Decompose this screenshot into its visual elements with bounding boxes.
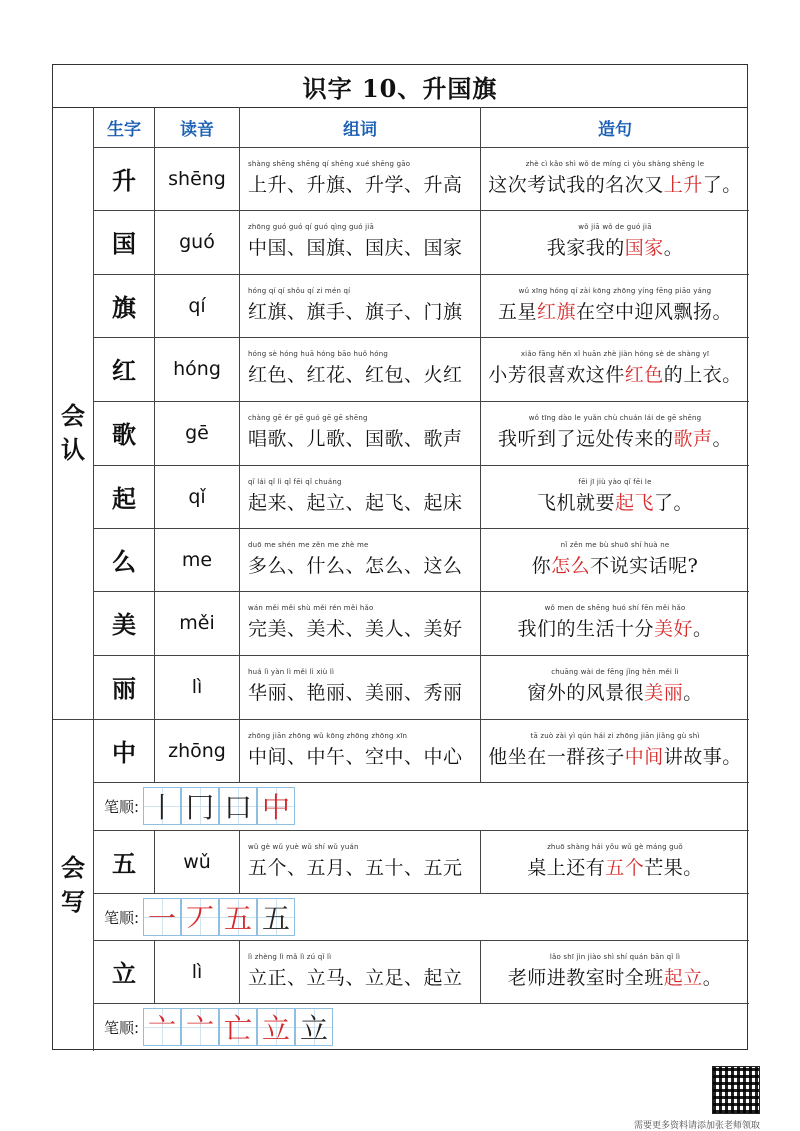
sentence-part: 我家我的 [546,237,625,259]
sentence-pinyin: fēi jī jiù yào qǐ fēi le [578,478,652,486]
words-text: 唱歌、儿歌、国歌、歌声 [248,428,463,450]
stroke-order-label: 笔顺: [104,908,140,927]
stroke-step-box [181,787,219,825]
section-label-char: 认 [61,435,85,464]
sentence-pinyin: lǎo shī jìn jiào shì shí quán bān qǐ lì [549,953,681,961]
pinyin-cell: qǐ [188,485,206,508]
sentence-text [488,360,742,387]
stroke-step-glyph: 五 [224,902,253,935]
words-text: 起来、起立、起飞、起床 [248,492,463,514]
page-title: 识字 10、升国旗 [53,65,747,108]
sentence-pinyin: wǒ jiā wǒ de guó jiā [578,223,652,231]
grid-line-h [93,782,749,783]
stroke-step-glyph: 五 [262,902,291,935]
words-text: 上升、升旗、升学、升高 [248,174,463,196]
sentence-cell [481,528,749,591]
sentence-text [527,853,703,880]
pinyin-cell: shēng [168,167,226,190]
words-pinyin: wǔ gè wǔ yuè wǔ shí wǔ yuán [248,843,359,851]
stroke-step-box [143,1008,181,1046]
header-pinyin: 读音 [180,119,214,140]
character-cell: 起 [112,484,136,513]
stroke-step-box [181,1008,219,1046]
sentence-cell [481,719,749,782]
sentence-text [532,551,699,578]
pinyin-cell: wǔ [183,850,211,873]
sentence-pinyin: nǐ zěn me bù shuō shí huà ne [560,541,670,549]
stroke-step-box [219,787,257,825]
grid-line-h [93,337,749,338]
sentence-pinyin: tā zuò zài yì qún hái zi zhōng jiān jiǎng gù shì [530,732,700,740]
sentence-cell [481,830,749,893]
sentence-part: 讲故事。 [663,746,742,768]
words-text: 完美、美术、美人、美好 [248,618,463,640]
sentence-highlight: 歌声 [673,428,713,450]
sentence-part: 桌上还有 [527,857,606,879]
sentence-cell [481,401,749,464]
sentence-cell [481,591,749,654]
pinyin-cell: lì [191,675,203,698]
sentence-text [498,424,732,451]
sentence-cell [481,465,749,528]
words-pinyin: hóng sè hóng huā hóng bāo huǒ hóng [248,350,389,358]
pinyin-cell: hóng [173,357,221,380]
stroke-step-glyph: 冂 [186,791,215,824]
words-text: 红旗、旗手、旗子、门旗 [248,301,463,323]
sentence-cell [481,210,749,273]
words-pinyin: zhōng guó guó qí guó qìng guó jiā [248,223,374,231]
grid-line-v [239,107,240,782]
stroke-step-box [219,1008,257,1046]
words-cell [240,719,480,782]
words-cell [240,465,480,528]
sentence-highlight: 起飞 [614,492,654,514]
grid-line-v [154,830,155,893]
words-pinyin: wán měi měi shù měi rén měi hǎo [248,604,374,612]
pinyin-cell: guó [179,230,215,253]
grid-line-v [239,940,240,1003]
character-cell: 丽 [112,674,136,703]
stroke-step-box [257,787,295,825]
section-label-char: 会 [61,853,85,882]
words-pinyin: shàng shēng shēng qí shēng xué shēng gāo [248,160,411,168]
stroke-order-row [94,782,749,830]
grid-line-h [93,655,749,656]
grid-line-h [93,147,749,148]
pinyin-cell: me [181,548,213,571]
sentence-cell [481,655,749,718]
sentence-pinyin: zhuō shàng hái yǒu wǔ gè máng guǒ [547,843,683,851]
sentence-text [547,233,684,260]
words-text: 五个、五月、五十、五元 [248,857,463,879]
sentence-cell [481,274,749,337]
words-text: 华丽、艳丽、美丽、秀丽 [248,682,463,704]
sentence-part: 你 [531,555,552,577]
sentence-part: 了。 [702,174,742,196]
words-pinyin: huá lì yàn lì měi lì xiù lì [248,668,335,676]
grid-line-h [93,274,749,275]
words-text: 多么、什么、怎么、这么 [248,555,463,577]
stroke-order-row [94,893,749,941]
grid-line-v [480,107,481,782]
stroke-step-glyph: 亠 [148,1012,177,1045]
sentence-text [508,963,723,990]
grid-line-v [154,107,155,782]
words-cell [240,528,480,591]
sentence-part: 我们的生活十分 [517,618,654,640]
grid-line-h [93,591,749,592]
grid-line-v [480,940,481,1003]
stroke-step-box [219,898,257,936]
stroke-order-row [94,1003,749,1051]
grid-line-v [480,830,481,893]
sentence-text [488,742,742,769]
section-label-char: 写 [61,887,85,916]
words-cell [240,591,480,654]
sentence-highlight: 五个 [605,857,645,879]
sentence-part: 老师进教室时全班 [507,967,664,989]
sentence-pinyin: wǒ men de shēng huó shí fēn měi hǎo [544,604,686,612]
grid-line-v [239,830,240,893]
words-cell [240,401,480,464]
stroke-order-label: 笔顺: [104,1018,140,1037]
stroke-step-box [181,898,219,936]
stroke-step-glyph: 丨 [148,791,177,824]
sentence-part: 小芳很喜欢这件 [488,364,625,386]
pinyin-cell: zhōng [168,739,226,762]
sentence-part: 他坐在一群孩子 [488,746,625,768]
grid-line-h [93,210,749,211]
sentence-highlight: 起立 [663,967,703,989]
words-cell [240,337,480,400]
pinyin-cell: qí [188,294,206,317]
sentence-text [498,297,732,324]
stroke-step-box [143,898,181,936]
worksheet [52,64,748,1050]
words-pinyin: qǐ lái qǐ lì qǐ fēi qǐ chuáng [248,478,342,486]
words-pinyin: zhōng jiān zhōng wǔ kōng zhōng zhōng xīn [248,732,408,740]
pinyin-cell: gē [185,421,209,444]
stroke-step-glyph: 立 [262,1012,291,1045]
grid-line-h [53,719,749,720]
words-text: 中间、中午、空中、中心 [248,746,463,768]
pinyin-cell: měi [179,611,215,634]
stroke-step-glyph: 亡 [224,1012,253,1045]
sentence-cell [481,940,749,1003]
sentence-pinyin: zhè cì kǎo shì wǒ de míng cì yòu shàng shēng le [525,160,705,168]
sentence-highlight: 国家 [624,237,664,259]
header-sentence: 造句 [598,119,632,140]
words-cell [240,147,480,210]
sentence-text [517,614,712,641]
section-label-recognize [53,147,93,719]
sentence-part: 。 [663,237,684,259]
grid-line-h [93,465,749,466]
sentence-highlight: 红色 [624,364,664,386]
grid-line-h [93,893,749,894]
stroke-step-glyph: 一 [148,902,177,935]
grid-line-h [93,940,749,941]
words-cell [240,655,480,718]
words-cell [240,940,480,1003]
sentence-text [537,488,693,515]
header-words: 组词 [343,119,377,140]
sentence-cell [481,337,749,400]
sentence-part: 不说实话呢? [590,555,699,577]
words-cell [240,210,480,273]
words-text: 中国、国旗、国庆、国家 [248,237,463,259]
sentence-part: 这次考试我的名次又 [488,174,664,196]
sentence-text [488,170,742,197]
stroke-step-glyph: 丆 [186,902,215,935]
stroke-step-glyph: 立 [300,1012,329,1045]
character-cell: 歌 [112,420,136,449]
words-pinyin: lì zhèng lì mǎ lì zú qǐ lì [248,953,332,961]
grid-line-h [93,1003,749,1004]
sentence-pinyin: chuāng wài de fēng jǐng hěn měi lì [551,668,679,676]
character-cell: 中 [112,738,136,767]
sentence-highlight: 中间 [624,746,664,768]
sentence-pinyin: xiǎo fāng hěn xǐ huān zhè jiàn hóng sè de shàng yī [520,350,710,358]
sentence-part: 。 [702,967,723,989]
sentence-part: 五星 [497,301,537,323]
sentence-part: 飞机就要 [536,492,615,514]
sentence-text [527,678,703,705]
footer [634,1066,760,1131]
sentence-part: 我听到了远处传来的 [497,428,674,450]
sentence-part: 。 [712,428,733,450]
words-pinyin: duō me shén me zěn me zhè me [248,541,369,549]
footer-text: 需要更多资料请添加张老师领取 [633,1121,760,1131]
stroke-step-box [143,787,181,825]
character-cell: 美 [112,610,136,639]
sentence-highlight: 美好 [653,618,693,640]
sentence-part: 芒果。 [644,857,703,879]
character-cell: 升 [112,166,136,195]
header-char: 生字 [107,119,141,140]
words-text: 立正、立马、立足、起立 [248,967,463,989]
sentence-part: 。 [683,682,703,704]
stroke-step-glyph: 中 [262,791,291,824]
sentence-part: 了。 [654,492,694,514]
words-pinyin: hóng qí qí shǒu qí zi mén qí [248,287,351,295]
words-cell [240,274,480,337]
character-cell: 五 [112,849,136,878]
sentence-part: 在空中迎风飘扬。 [576,301,733,323]
sentence-pinyin: wǒ tīng dào le yuǎn chù chuán lái de gē shēng [528,414,702,422]
sentence-highlight: 怎么 [551,555,591,577]
sentence-part: 的上衣。 [663,364,742,386]
stroke-order-label: 笔顺: [104,797,140,816]
stroke-step-box [257,898,295,936]
sentence-highlight: 红旗 [536,301,576,323]
character-cell: 国 [112,229,136,258]
sentence-cell [481,147,749,210]
words-text: 红色、红花、红包、火红 [248,364,463,386]
section-label-write [53,719,93,1051]
stroke-step-box [257,1008,295,1046]
words-pinyin: chàng gē ér gē guó gē gē shēng [248,414,368,422]
words-cell [240,830,480,893]
pinyin-cell: lì [191,960,203,983]
grid-line-h [93,401,749,402]
sentence-part: 。 [693,618,713,640]
stroke-step-glyph: 亠 [186,1012,215,1045]
stroke-step-glyph: 口 [224,791,253,824]
stroke-step-box [295,1008,333,1046]
section-label-char: 会 [61,401,85,430]
character-cell: 旗 [112,293,136,322]
sentence-pinyin: wǔ xīng hóng qí zài kōng zhōng yíng fēng piāo yáng [518,287,712,295]
grid-line-v [93,107,94,1051]
character-cell: 红 [112,356,136,385]
character-cell: 么 [112,547,136,576]
sentence-highlight: 上升 [663,174,703,196]
character-cell: 立 [112,959,136,988]
grid-line-h [93,528,749,529]
sentence-highlight: 美丽 [644,682,684,704]
grid-line-h [93,830,749,831]
qr-code-icon [712,1066,760,1114]
sentence-part: 窗外的风景很 [527,682,645,704]
grid-line-v [154,940,155,1003]
